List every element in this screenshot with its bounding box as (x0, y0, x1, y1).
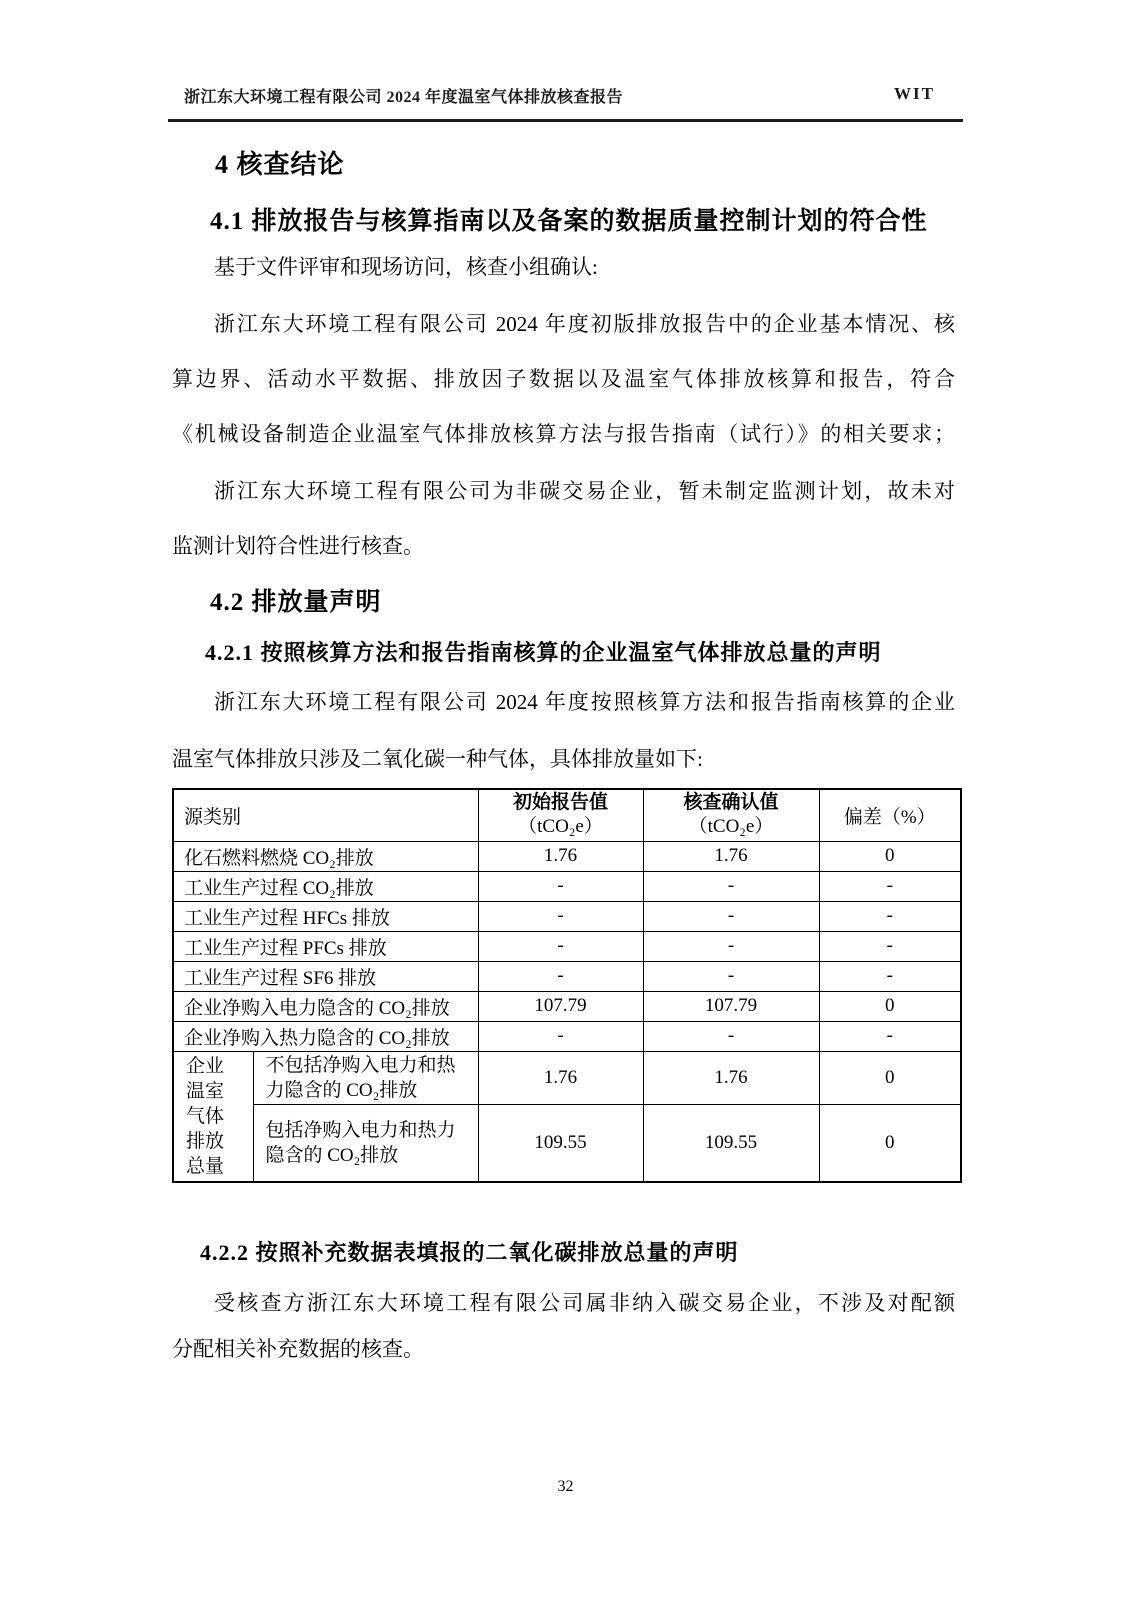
paragraph-monitor-line2: 监测计划符合性进行核查。 (172, 534, 424, 558)
cell-deviation: - (819, 871, 961, 901)
cell-source: 工业生产过程 CO₂排放 (173, 871, 478, 901)
cell-verified: - (643, 1021, 819, 1051)
paragraph-supplement-line2: 分配相关补充数据的核查。 (172, 1337, 424, 1361)
heading-section-4-2: 4.2 排放量声明 (210, 589, 382, 616)
header-initial-label: 初始报告值 (512, 792, 608, 814)
table-row (173, 1021, 961, 1051)
cell-verified: - (643, 931, 819, 961)
header-verified-unit: （tCO₂e） (688, 816, 774, 838)
cell-deviation: 0 (819, 1051, 961, 1104)
cell-deviation: 0 (819, 1104, 961, 1181)
cell-deviation: 0 (819, 841, 961, 871)
paragraph-emission-line2: 温室气体排放只涉及二氧化碳一种气体，具体排放量如下: (172, 747, 703, 771)
paragraph-report-line3: 《机械设备制造企业温室气体排放核算方法与报告指南（试行）》的相关要求； (172, 422, 955, 446)
paragraph-confirm: 基于文件评审和现场访问，核查小组确认: (214, 255, 598, 279)
cell-verified: 1.76 (643, 1051, 819, 1104)
cell-initial: - (478, 1021, 643, 1051)
cell-total-group-label: 企业温室气体排放总量 (173, 1051, 253, 1182)
header-cell-initial (478, 789, 643, 841)
paragraph-report-line1: 浙江东大环境工程有限公司 2024 年度初版排放报告中的企业基本情况、核 (214, 312, 955, 336)
heading-section-4-2-1: 4.2.1 按照核算方法和报告指南核算的企业温室气体排放总量的声明 (205, 640, 882, 665)
emission-summary-table (172, 788, 962, 1183)
cell-initial: 1.76 (478, 1051, 643, 1104)
cell-source: 工业生产过程 PFCs 排放 (173, 931, 478, 961)
paragraph-report-line2: 算边界、活动水平数据、排放因子数据以及温室气体排放核算和报告，符合 (172, 367, 955, 391)
cell-deviation: - (819, 931, 961, 961)
header-verified-label: 核查确认值 (683, 792, 779, 814)
table-row (173, 841, 961, 871)
header-cell-deviation: 偏差（%） (819, 789, 961, 841)
cell-initial: - (478, 901, 643, 931)
cell-initial: - (478, 871, 643, 901)
cell-source: 不包括净购入电力和热力隐含的 CO₂排放 (253, 1051, 478, 1104)
heading-section-4-1: 4.1 排放报告与核算指南以及备案的数据质量控制计划的符合性 (210, 208, 928, 235)
cell-initial: - (478, 961, 643, 991)
cell-deviation: 0 (819, 991, 961, 1021)
header-cell-source: 源类别 (173, 789, 478, 841)
cell-initial: 1.76 (478, 841, 643, 871)
cell-deviation: - (819, 901, 961, 931)
cell-initial: 107.79 (478, 991, 643, 1021)
header-divider (168, 119, 963, 122)
table-row (173, 871, 961, 901)
cell-verified: 1.76 (643, 841, 819, 871)
header-initial-unit: （tCO₂e） (518, 816, 603, 838)
header-cell-verified (643, 789, 819, 841)
table-row (173, 931, 961, 961)
cell-source: 包括净购入电力和热力隐含的 CO₂排放 (253, 1104, 478, 1181)
cell-initial: 109.55 (478, 1104, 643, 1181)
cell-deviation: - (819, 961, 961, 991)
table-header-row (173, 789, 961, 841)
cell-verified: - (643, 901, 819, 931)
header-logo-wit: WIT (894, 84, 935, 103)
cell-source: 企业净购入电力隐含的 CO₂排放 (173, 991, 478, 1021)
table-row-total-including (173, 1104, 961, 1181)
cell-verified: - (643, 961, 819, 991)
table-row (173, 961, 961, 991)
cell-source: 企业净购入热力隐含的 CO₂排放 (173, 1021, 478, 1051)
heading-section-4-2-2: 4.2.2 按照补充数据表填报的二氧化碳排放总量的声明 (200, 1240, 739, 1265)
table-row-total-excluding (173, 1051, 961, 1104)
cell-deviation: - (819, 1021, 961, 1051)
paragraph-monitor-line1: 浙江东大环境工程有限公司为非碳交易企业，暂未制定监测计划，故未对 (214, 479, 955, 503)
page-number: 32 (557, 1478, 574, 1495)
cell-source: 工业生产过程 SF6 排放 (173, 961, 478, 991)
cell-source: 工业生产过程 HFCs 排放 (173, 901, 478, 931)
page-header (168, 84, 963, 107)
header-title: 浙江东大环境工程有限公司 2024 年度温室气体排放核查报告 (184, 89, 624, 106)
heading-section-4: 4 核查结论 (215, 150, 345, 179)
cell-source: 化石燃料燃烧 CO₂排放 (173, 841, 478, 871)
paragraph-emission-line1: 浙江东大环境工程有限公司 2024 年度按照核算方法和报告指南核算的企业 (214, 690, 955, 714)
cell-verified: - (643, 871, 819, 901)
paragraph-supplement-line1: 受核查方浙江东大环境工程有限公司属非纳入碳交易企业，不涉及对配额 (214, 1291, 955, 1315)
cell-verified: 107.79 (643, 991, 819, 1021)
cell-initial: - (478, 931, 643, 961)
table-row (173, 901, 961, 931)
cell-verified: 109.55 (643, 1104, 819, 1181)
table-row (173, 991, 961, 1021)
